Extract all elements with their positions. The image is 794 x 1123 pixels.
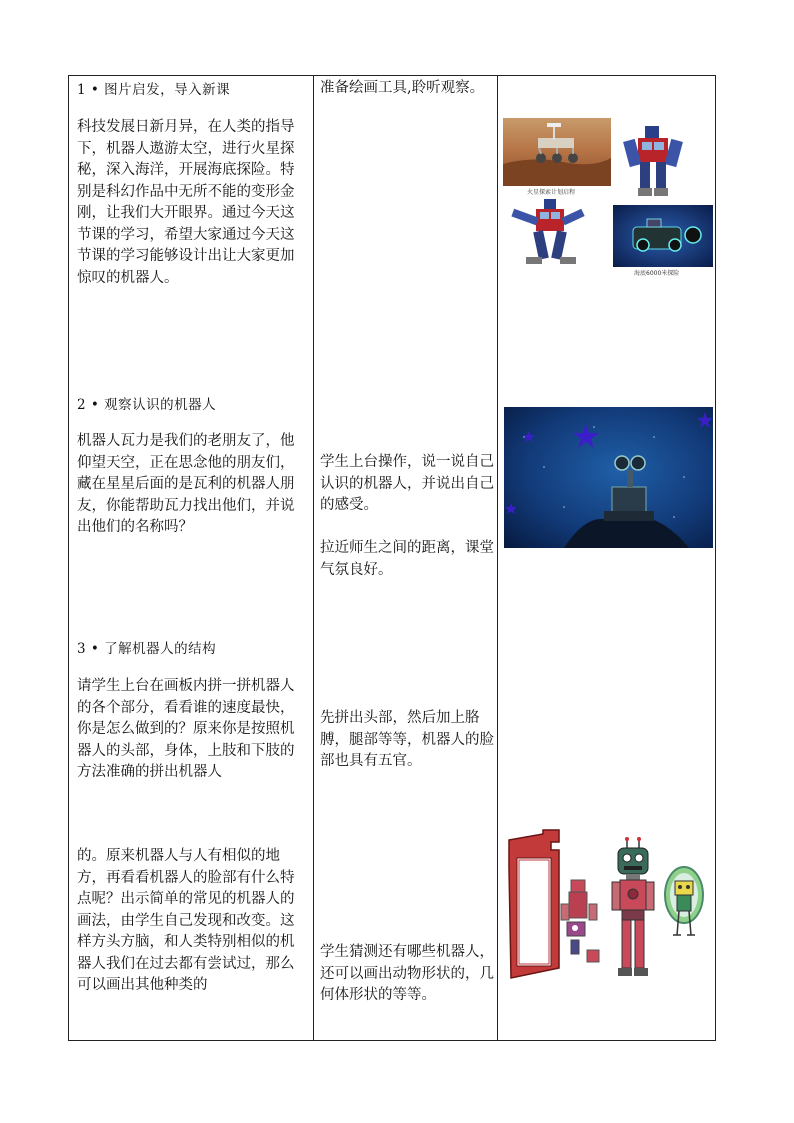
deep-sea-vehicle-image xyxy=(613,205,713,267)
teacher-text: 科技发展日新月异，在人类的指导下，机器人遨游太空，进行火星探秘，深入海洋，开展海底探险。特别是科幻作品中无所不能的变形金刚，让我们大开眼界。通过今天这节课的学习，希望大家通过今天这节课的学习能够设计出让大家更加惊叹的机器人。 xyxy=(77,119,295,286)
student-text: 先拼出头部，然后加上胳膊，腿部等等，机器人的脸部也具有五官。 xyxy=(320,710,494,769)
student-text: 拉近师生之间的距离，课堂气氛良好。 xyxy=(320,540,494,578)
transformer-robot-image xyxy=(620,122,686,198)
mars-rover-image xyxy=(503,118,611,186)
section-heading: 1 • 图片启发，导入新课 xyxy=(77,82,231,98)
robot-figure-image xyxy=(608,834,658,984)
section-heading: 3 • 了解机器人的结构 xyxy=(77,641,217,657)
mirror-robot-image xyxy=(663,865,705,940)
image-caption: 海底6000米探险 xyxy=(634,270,680,277)
student-text: 学生上台操作，说一说自己认识的机器人，并说出自己的感受。 xyxy=(320,454,494,513)
column-divider xyxy=(313,76,314,1040)
student-text: 准备绘画工具,聆听观察。 xyxy=(320,80,485,96)
image-caption: 火星探索计划启程 xyxy=(527,189,576,196)
teacher-text: 的。原来机器人与人有相似的地方，再看看机器人的脸部有什么特点呢？出示简单的常见的机器人的画法，由学生自己发现和改变。这样方头方脑，和人类特别相似的机器人我们在过去都有尝试过，那么可以画出其他种类的 xyxy=(77,848,295,993)
section-heading: 2 • 观察认识的机器人 xyxy=(77,397,217,413)
teacher-text: 机器人瓦力是我们的老朋友了，他仰望天空，正在思念他的朋友们，藏在星星后面的是瓦利的机器人朋友，你能帮助瓦力找出他们，并说出他们的名称吗？ xyxy=(77,433,295,535)
student-text: 学生猜测还有哪些机器人，还可以画出动物形状的，几何体形状的等等。 xyxy=(320,944,494,1003)
teacher-text: 请学生上台在画板内拼一拼机器人的各个部分，看看谁的速度最快，你是怎么做到的？原来你是按照机器人的头部，身体，上肢和下肢的方法准确的拼出机器人 xyxy=(77,678,295,780)
robot-puzzle-image xyxy=(503,828,603,980)
transformer-robot-image xyxy=(506,197,592,267)
walle-starry-image xyxy=(504,407,713,548)
